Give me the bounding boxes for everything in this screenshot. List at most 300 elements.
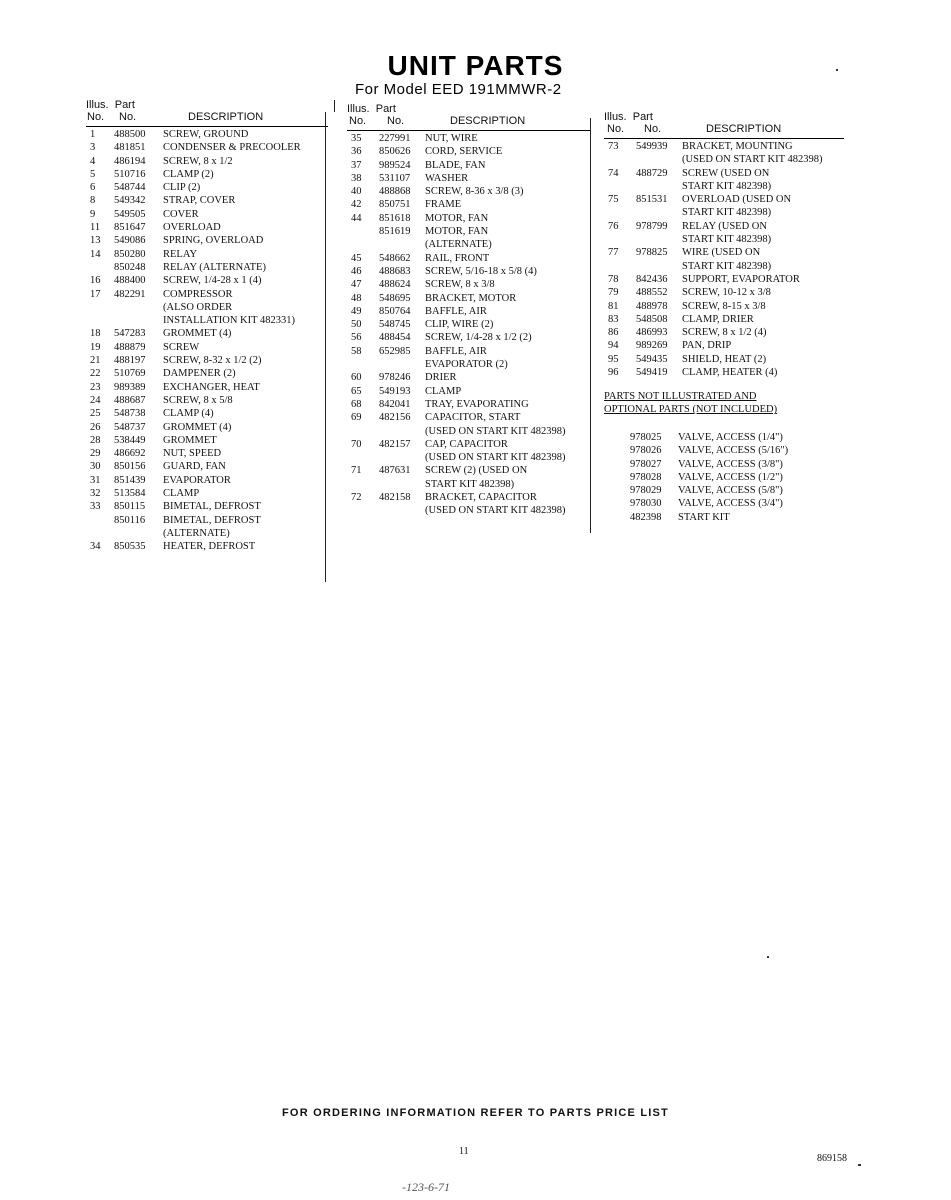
illus-number: 45 (351, 252, 362, 264)
illus-number: 13 (90, 235, 101, 247)
illus-number: 70 (351, 438, 362, 450)
part-number: 548508 (636, 313, 668, 325)
part-row (86, 435, 328, 448)
illus-number: 1 (90, 129, 96, 140)
illus-number: 18 (90, 328, 101, 340)
part-row (347, 479, 590, 492)
part-number: 488500 (114, 129, 146, 140)
part-description: (ALTERNATE) (425, 239, 492, 251)
part-row (604, 274, 844, 287)
accessory-list (604, 432, 844, 525)
part-number: 850116 (114, 514, 146, 526)
part-row (86, 355, 328, 368)
part-description: CLAMP (425, 385, 462, 397)
illus-number: 33 (90, 501, 101, 513)
parts-column-2 (347, 103, 590, 519)
part-number: 481851 (114, 142, 146, 154)
part-number: 548695 (379, 292, 411, 304)
part-description: SCREW, 8-32 x 1/2 (2) (163, 355, 262, 367)
part-description: START KIT 482398) (682, 260, 772, 272)
illus-number: 83 (608, 313, 619, 325)
illus-number: 69 (351, 412, 362, 424)
part-row (347, 332, 590, 345)
part-row (604, 327, 844, 340)
illus-number: 29 (90, 448, 101, 460)
part-row (86, 182, 328, 195)
part-row (347, 452, 590, 465)
illus-number: 38 (351, 172, 362, 184)
illus-number: 35 (351, 133, 362, 144)
parts-list (604, 141, 844, 380)
scan-speck (858, 1164, 861, 1166)
part-description: EVAPORATOR (163, 474, 231, 486)
illus-number: 9 (90, 208, 96, 220)
model-subtitle: For Model EED 191MMWR-2 (355, 81, 562, 98)
part-number: 842041 (379, 398, 411, 410)
part-row (347, 266, 590, 279)
part-row (347, 226, 590, 239)
illus-number: 74 (608, 167, 619, 179)
part-number: 851439 (114, 474, 146, 486)
part-description: NUT, SPEED (163, 448, 222, 460)
part-number: 549939 (636, 141, 668, 152)
parts-column-1 (86, 99, 328, 555)
part-number: 548737 (114, 421, 146, 433)
part-row (86, 156, 328, 169)
part-number: 510716 (114, 168, 146, 180)
part-number: 549193 (379, 385, 411, 397)
part-description: SCREW (2) (USED ON (425, 465, 528, 477)
part-description: START KIT 482398) (682, 234, 772, 246)
part-description: SCREW, 1/4-28 x 1/2 (2) (425, 332, 532, 344)
part-number: 486692 (114, 448, 146, 460)
part-number: 488454 (379, 332, 411, 344)
scan-speck (836, 69, 838, 71)
part-row (86, 342, 328, 355)
illus-number: 77 (608, 247, 619, 259)
illus-number: 17 (90, 288, 101, 300)
part-description: CONDENSER & PRECOOLER (163, 142, 301, 154)
header-rule (86, 126, 328, 127)
part-number: 548744 (114, 182, 146, 194)
part-number: 989389 (114, 381, 146, 393)
part-number: 486993 (636, 327, 668, 339)
part-number: 548662 (379, 252, 411, 264)
part-description: EVAPORATOR (2) (425, 359, 508, 371)
part-description: EXCHANGER, HEAT (163, 381, 260, 393)
illus-number: 26 (90, 421, 101, 433)
part-number: 978025 (630, 432, 662, 443)
part-description: RAIL, FRONT (425, 252, 490, 264)
part-row (347, 492, 590, 505)
part-number: 482157 (379, 438, 411, 450)
part-number: 851618 (379, 212, 411, 224)
part-row (604, 154, 844, 167)
part-row (86, 129, 328, 142)
part-description: SCREW, 8 x 1/2 (163, 155, 233, 167)
illus-number: 49 (351, 305, 362, 317)
part-row (86, 302, 328, 315)
part-number: 850156 (114, 461, 146, 473)
illus-number: 22 (90, 368, 101, 380)
part-row (604, 314, 844, 327)
part-row (86, 448, 328, 461)
part-row (86, 475, 328, 488)
illus-number: 65 (351, 385, 362, 397)
part-row (604, 354, 844, 367)
part-row (347, 386, 590, 399)
part-row (604, 181, 844, 194)
col-part-no-header: No. (387, 115, 405, 127)
part-description: CLIP (2) (163, 182, 201, 194)
part-number: 482158 (379, 492, 411, 504)
part-description: SCREW, 8 x 5/8 (163, 394, 233, 406)
part-number: 488879 (114, 341, 146, 353)
part-description: VALVE, ACCESS (5/8") (678, 485, 783, 497)
part-row (604, 445, 844, 458)
part-row (86, 382, 328, 395)
part-description: START KIT 482398) (682, 180, 772, 192)
part-description: BAFFLE, AIR (425, 345, 487, 357)
part-number: 851647 (114, 222, 146, 234)
part-description: SCREW, 8 x 1/2 (4) (682, 327, 767, 339)
part-row (347, 186, 590, 199)
illus-number: 56 (351, 332, 362, 344)
part-description: OVERLOAD (USED ON (682, 194, 792, 206)
illus-number: 30 (90, 461, 101, 473)
illus-number: 24 (90, 394, 101, 406)
illus-number: 73 (608, 141, 619, 152)
part-description: GROMMET (163, 434, 217, 446)
part-row (347, 412, 590, 425)
part-row (604, 472, 844, 485)
illus-number: 34 (90, 541, 101, 553)
illus-number: 96 (608, 367, 619, 379)
part-number: 850764 (379, 305, 411, 317)
column-divider (334, 100, 335, 112)
part-description: COMPRESSOR (163, 288, 233, 300)
col-part-no-header: No. (119, 111, 137, 123)
part-row (347, 253, 590, 266)
part-description: DAMPENER (2) (163, 368, 236, 380)
part-description: COVER (163, 208, 199, 220)
part-row (86, 209, 328, 222)
illus-number: 46 (351, 265, 362, 277)
part-description: CORD, SERVICE (425, 146, 503, 158)
illus-number: 14 (90, 248, 101, 260)
part-row (347, 465, 590, 478)
part-description: PAN, DRIP (682, 340, 732, 352)
part-number: 978825 (636, 247, 668, 259)
illus-number: 4 (90, 155, 96, 167)
illus-number: 37 (351, 159, 362, 171)
parts-list (347, 133, 590, 519)
part-row (347, 239, 590, 252)
part-row (86, 275, 328, 288)
part-description: (ALTERNATE) (163, 527, 230, 539)
column-header (86, 111, 328, 125)
illus-number: 68 (351, 398, 362, 410)
part-row (347, 426, 590, 439)
part-number: 549435 (636, 353, 668, 365)
part-description: SPRING, OVERLOAD (163, 235, 264, 247)
header-rule (347, 130, 590, 131)
part-description: TRAY, EVAPORATING (425, 398, 529, 410)
col-part-no-header: No. (644, 123, 662, 135)
part-number: 978799 (636, 220, 668, 232)
part-number: 488729 (636, 167, 668, 179)
illus-number: 44 (351, 212, 362, 224)
part-description: START KIT 482398) (682, 207, 772, 219)
part-row (604, 234, 844, 247)
illus-number: 78 (608, 273, 619, 285)
part-description: GROMMET (4) (163, 328, 232, 340)
part-number: 978027 (630, 458, 662, 470)
part-row (86, 289, 328, 302)
part-number: 549505 (114, 208, 146, 220)
part-description: SCREW, 8-15 x 3/8 (682, 300, 766, 312)
illus-number: 25 (90, 408, 101, 420)
part-description: INSTALLATION KIT 482331) (163, 315, 295, 327)
column-divider (325, 112, 326, 582)
part-description: SCREW, 1/4-28 x 1 (4) (163, 275, 262, 287)
part-row (604, 498, 844, 511)
not-illustrated-line-2: OPTIONAL PARTS (NOT INCLUDED) (604, 404, 778, 416)
part-description: SHIELD, HEAT (2) (682, 353, 767, 365)
part-number: 548745 (379, 319, 411, 331)
part-row (604, 367, 844, 380)
part-row (604, 247, 844, 260)
part-description: SCREW (USED ON (682, 167, 770, 179)
illus-number: 76 (608, 220, 619, 232)
part-description: VALVE, ACCESS (1/2") (678, 471, 783, 483)
part-description: SUPPORT, EVAPORATOR (682, 273, 800, 285)
part-number: 850535 (114, 541, 146, 553)
part-row (86, 315, 328, 328)
part-row (604, 301, 844, 314)
part-number: 482398 (630, 511, 662, 523)
part-row (347, 346, 590, 359)
part-row (347, 439, 590, 452)
part-number: 488197 (114, 355, 146, 367)
part-row (86, 328, 328, 341)
page-number: 11 (459, 1146, 469, 1157)
part-description: WIRE (USED ON (682, 247, 761, 259)
part-row (604, 141, 844, 154)
part-description: FRAME (425, 199, 462, 211)
illus-number: 72 (351, 492, 362, 504)
illus-number: 3 (90, 142, 96, 154)
part-description: CLAMP, HEATER (4) (682, 367, 778, 379)
part-row (604, 485, 844, 498)
part-number: 548738 (114, 408, 146, 420)
part-description: VALVE, ACCESS (3/4") (678, 498, 783, 510)
part-number: 549342 (114, 195, 146, 207)
part-description: RELAY (163, 248, 198, 260)
part-row (86, 235, 328, 248)
part-description: SCREW, 10-12 x 3/8 (682, 287, 771, 299)
part-description: BRACKET, MOTOR (425, 292, 517, 304)
part-row (604, 194, 844, 207)
part-number: 513584 (114, 488, 146, 500)
illus-part-label: Illus. Part (347, 103, 396, 115)
part-number: 486194 (114, 155, 146, 167)
illus-number: 28 (90, 434, 101, 446)
part-row (347, 399, 590, 412)
part-number: 482291 (114, 288, 146, 300)
illus-number: 31 (90, 474, 101, 486)
part-description: SCREW, GROUND (163, 129, 249, 140)
part-description: BIMETAL, DEFROST (163, 501, 261, 513)
part-number: 978030 (630, 498, 662, 510)
part-row (347, 372, 590, 385)
part-number: 488400 (114, 275, 146, 287)
illus-number: 50 (351, 319, 362, 331)
part-description: MOTOR, FAN (425, 212, 489, 224)
part-number: 978028 (630, 471, 662, 483)
part-row (604, 432, 844, 445)
illus-number: 6 (90, 182, 96, 194)
illus-number: 81 (608, 300, 619, 312)
illus-number: 5 (90, 168, 96, 180)
part-number: 850248 (114, 261, 146, 273)
not-illustrated-note (604, 390, 777, 417)
part-description: BRACKET, CAPACITOR (425, 492, 537, 504)
part-number: 851619 (379, 226, 411, 238)
part-row (347, 146, 590, 159)
part-row (604, 261, 844, 274)
part-row (347, 505, 590, 518)
part-row (86, 195, 328, 208)
part-row (604, 207, 844, 220)
part-description: VALVE, ACCESS (5/16") (678, 445, 789, 457)
part-row (86, 488, 328, 501)
part-description: SCREW (163, 341, 200, 353)
part-description: MOTOR, FAN (425, 226, 489, 238)
scan-speck (767, 956, 769, 958)
illus-number: 21 (90, 355, 101, 367)
part-row (347, 133, 590, 146)
illus-number: 60 (351, 372, 362, 384)
part-description: VALVE, ACCESS (1/4") (678, 432, 783, 443)
part-description: NUT, WIRE (425, 133, 478, 144)
illus-number: 94 (608, 340, 619, 352)
part-number: 538449 (114, 434, 146, 446)
part-row (347, 279, 590, 292)
column-header (604, 123, 844, 137)
illus-number: 19 (90, 341, 101, 353)
illus-number: 42 (351, 199, 362, 211)
illus-number: 36 (351, 146, 362, 158)
document-number: 869158 (817, 1153, 847, 1164)
part-number: 482156 (379, 412, 411, 424)
illus-number: 8 (90, 195, 96, 207)
col-description-header: DESCRIPTION (450, 115, 526, 127)
part-description: RELAY (ALTERNATE) (163, 261, 266, 273)
part-description: DRIER (425, 372, 457, 384)
part-number: 547283 (114, 328, 146, 340)
illus-number: 58 (351, 345, 362, 357)
illus-part-label: Illus. Part (86, 99, 135, 111)
part-row (347, 173, 590, 186)
illus-number: 16 (90, 275, 101, 287)
part-row (86, 515, 328, 528)
part-row (86, 501, 328, 514)
part-description: (USED ON START KIT 482398) (425, 505, 566, 517)
part-number: 978026 (630, 445, 662, 457)
part-row (347, 213, 590, 226)
illus-number: 40 (351, 186, 362, 198)
header-rule (604, 138, 844, 139)
part-number: 549419 (636, 367, 668, 379)
part-row (604, 168, 844, 181)
part-number: 850751 (379, 199, 411, 211)
not-illustrated-line-1: PARTS NOT ILLUSTRATED AND (604, 391, 757, 402)
parts-list (86, 129, 328, 555)
part-row (604, 340, 844, 353)
part-description: VALVE, ACCESS (3/8") (678, 458, 783, 470)
col-illus-no-header: No. (349, 115, 367, 127)
part-description: (USED ON START KIT 482398) (425, 452, 566, 464)
part-row (347, 160, 590, 173)
part-description: WASHER (425, 172, 469, 184)
part-number: 989269 (636, 340, 668, 352)
col-description-header: DESCRIPTION (706, 123, 782, 135)
illus-number: 86 (608, 327, 619, 339)
part-description: CAPACITOR, START (425, 412, 521, 424)
part-number: 227991 (379, 133, 411, 144)
part-description: BAFFLE, AIR (425, 305, 487, 317)
column-divider (590, 118, 591, 533)
part-description: OVERLOAD (163, 222, 221, 234)
part-description: BRACKET, MOUNTING (682, 141, 793, 152)
part-row (86, 249, 328, 262)
illus-number: 48 (351, 292, 362, 304)
illus-number: 23 (90, 381, 101, 393)
part-row (86, 461, 328, 474)
part-row (86, 142, 328, 155)
part-description: BLADE, FAN (425, 159, 486, 171)
part-number: 488978 (636, 300, 668, 312)
part-description: CLAMP, DRIER (682, 313, 754, 325)
part-row (86, 222, 328, 235)
part-row (347, 306, 590, 319)
illus-number: 95 (608, 353, 619, 365)
col-illus-no-header: No. (607, 123, 625, 135)
part-row (86, 395, 328, 408)
page-title: UNIT PARTS (387, 50, 564, 81)
part-description: SCREW, 8-36 x 3/8 (3) (425, 186, 524, 198)
part-description: STRAP, COVER (163, 195, 236, 207)
parts-column-3 (604, 111, 844, 380)
part-number: 842436 (636, 273, 668, 285)
part-description: SCREW, 5/16-18 x 5/8 (4) (425, 265, 537, 277)
part-description: (USED ON START KIT 482398) (425, 425, 566, 437)
part-number: 488624 (379, 279, 411, 291)
part-description: CLIP, WIRE (2) (425, 319, 494, 331)
ordering-info: FOR ORDERING INFORMATION REFER TO PARTS PRICE LIST (282, 1107, 669, 1119)
part-description: (ALSO ORDER (163, 301, 233, 313)
part-row (347, 359, 590, 372)
part-description: CAP, CAPACITOR (425, 438, 508, 450)
part-number: 487631 (379, 465, 411, 477)
illus-part-label: Illus. Part (604, 111, 653, 123)
part-description: GROMMET (4) (163, 421, 232, 433)
illus-number: 11 (90, 222, 101, 234)
part-description: CLAMP (163, 488, 200, 500)
illus-number: 47 (351, 279, 362, 291)
part-row (347, 319, 590, 332)
